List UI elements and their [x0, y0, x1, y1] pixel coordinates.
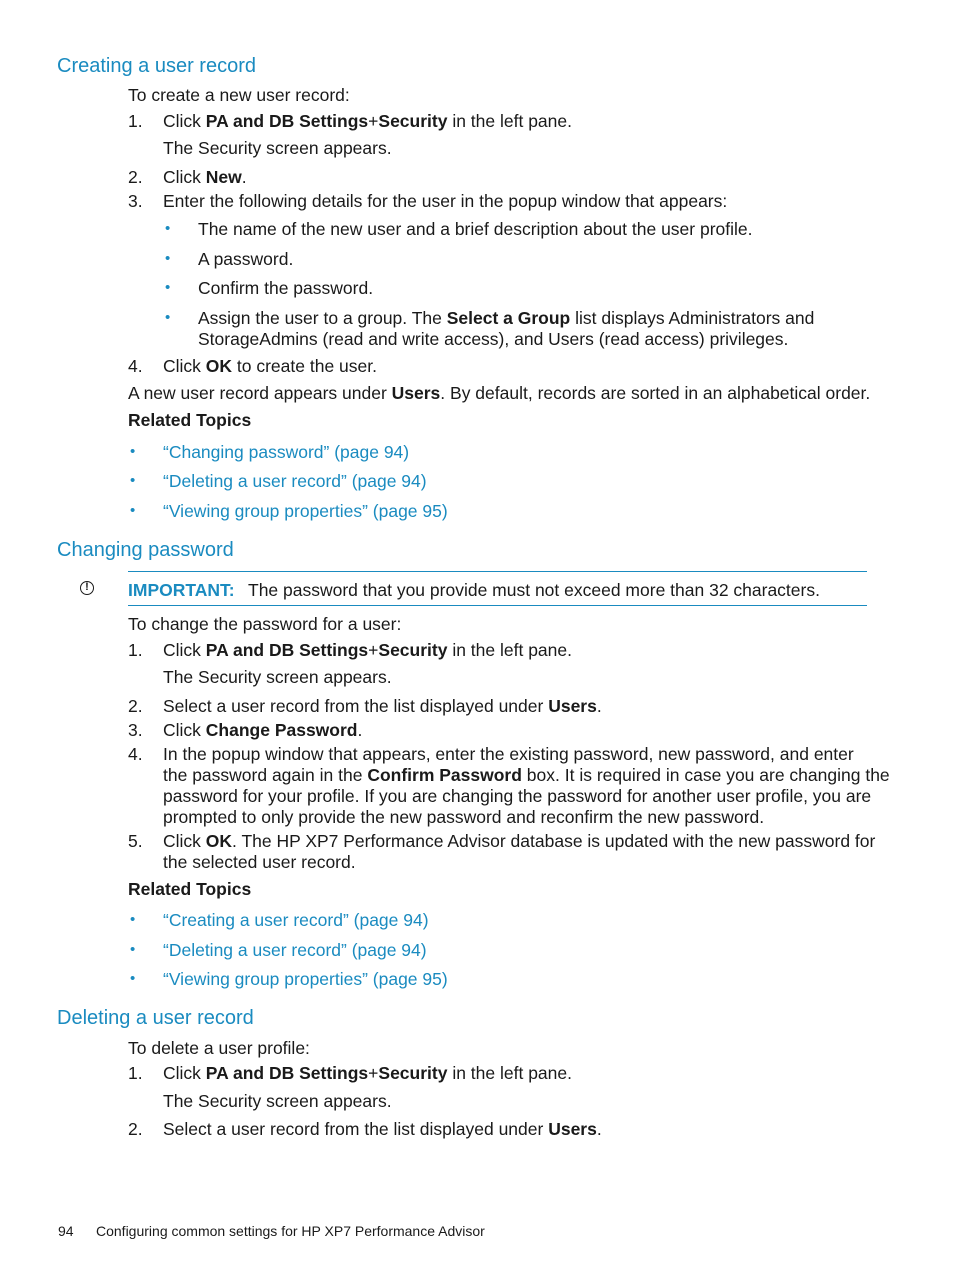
bullet-icon: • — [165, 309, 171, 326]
related-topics-heading: Related Topics — [128, 410, 252, 430]
step-result: The Security screen appears. — [163, 667, 392, 687]
step-text: Click OK to create the user. — [163, 356, 377, 376]
step-number: 1. — [128, 111, 143, 131]
step-number: 3. — [128, 720, 143, 740]
important-top-rule — [128, 571, 867, 572]
step-text: Select a user record from the list displayed under Users. — [163, 696, 602, 716]
step-number: 4. — [128, 744, 143, 764]
bullet-text: A password. — [198, 249, 294, 269]
bullet-icon: • — [130, 911, 136, 928]
bullet-text-continued: StorageAdmins (read and write access), and Users (read access) privileges. — [198, 329, 789, 349]
bullet-icon: • — [130, 472, 136, 489]
step-text: Click Change Password. — [163, 720, 363, 740]
intro-text: To delete a user profile: — [128, 1038, 310, 1058]
step-result: The Security screen appears. — [163, 138, 392, 158]
step-text-continued: the password again in the Confirm Password box. It is required in case you are changing the — [163, 765, 890, 785]
step-text: Click PA and DB Settings+Security in the left pane. — [163, 111, 572, 131]
section-title-changing-password: Changing password — [57, 539, 234, 561]
step-number: 2. — [128, 167, 143, 187]
step-text-continued: password for your profile. If you are changing the password for another user profile, you are — [163, 786, 872, 806]
related-link-deleting-user[interactable]: “Deleting a user record” (page 94) — [163, 471, 427, 491]
step-text-continued: the selected user record. — [163, 852, 356, 872]
page-number: 94 — [58, 1223, 74, 1239]
related-link-creating-user[interactable]: “Creating a user record” (page 94) — [163, 910, 429, 930]
step-number: 1. — [128, 640, 143, 660]
step-text: In the popup window that appears, enter the existing password, new password, and enter — [163, 744, 854, 764]
step-result: The Security screen appears. — [163, 1091, 392, 1111]
result-text: A new user record appears under Users. By default, records are sorted in an alphabetical order. — [128, 383, 871, 403]
bullet-text: Assign the user to a group. The Select a Group list displays Administrators and — [198, 308, 815, 328]
related-topics-heading: Related Topics — [128, 879, 252, 899]
step-text: Click PA and DB Settings+Security in the left pane. — [163, 640, 572, 660]
important-icon: ! — [80, 581, 94, 595]
step-number: 3. — [128, 191, 143, 211]
bullet-text: Confirm the password. — [198, 278, 374, 298]
important-bottom-rule — [128, 605, 867, 606]
step-text: Select a user record from the list displayed under Users. — [163, 1119, 602, 1139]
section-title-deleting-user: Deleting a user record — [57, 1007, 254, 1029]
step-number: 1. — [128, 1063, 143, 1083]
related-link-viewing-group[interactable]: “Viewing group properties” (page 95) — [163, 501, 448, 521]
step-text-continued: prompted to only provide the new password and reconfirm the new password. — [163, 807, 765, 827]
bullet-icon: • — [130, 443, 136, 460]
step-text: Click OK. The HP XP7 Performance Advisor database is updated with the new password for — [163, 831, 876, 851]
footer-text: Configuring common settings for HP XP7 Performance Advisor — [96, 1223, 485, 1239]
bullet-icon: • — [165, 279, 171, 296]
bullet-text: The name of the new user and a brief description about the user profile. — [198, 219, 753, 239]
step-text: Enter the following details for the user in the popup window that appears: — [163, 191, 728, 211]
section-title-creating-user: Creating a user record — [57, 55, 256, 77]
step-number: 2. — [128, 1119, 143, 1139]
bullet-icon: • — [165, 250, 171, 267]
important-label: IMPORTANT: — [128, 580, 235, 600]
related-link-changing-password[interactable]: “Changing password” (page 94) — [163, 442, 410, 462]
bullet-icon: • — [130, 970, 136, 987]
related-link-deleting-user[interactable]: “Deleting a user record” (page 94) — [163, 940, 427, 960]
related-link-viewing-group[interactable]: “Viewing group properties” (page 95) — [163, 969, 448, 989]
step-number: 2. — [128, 696, 143, 716]
step-number: 4. — [128, 356, 143, 376]
step-text: Click PA and DB Settings+Security in the left pane. — [163, 1063, 572, 1083]
bullet-icon: • — [130, 941, 136, 958]
step-text: Click New. — [163, 167, 247, 187]
intro-text: To create a new user record: — [128, 85, 350, 105]
bullet-icon: • — [130, 502, 136, 519]
step-number: 5. — [128, 831, 143, 851]
intro-text: To change the password for a user: — [128, 614, 402, 634]
important-text: The password that you provide must not exceed more than 32 characters. — [248, 580, 820, 600]
bullet-icon: • — [165, 220, 171, 237]
